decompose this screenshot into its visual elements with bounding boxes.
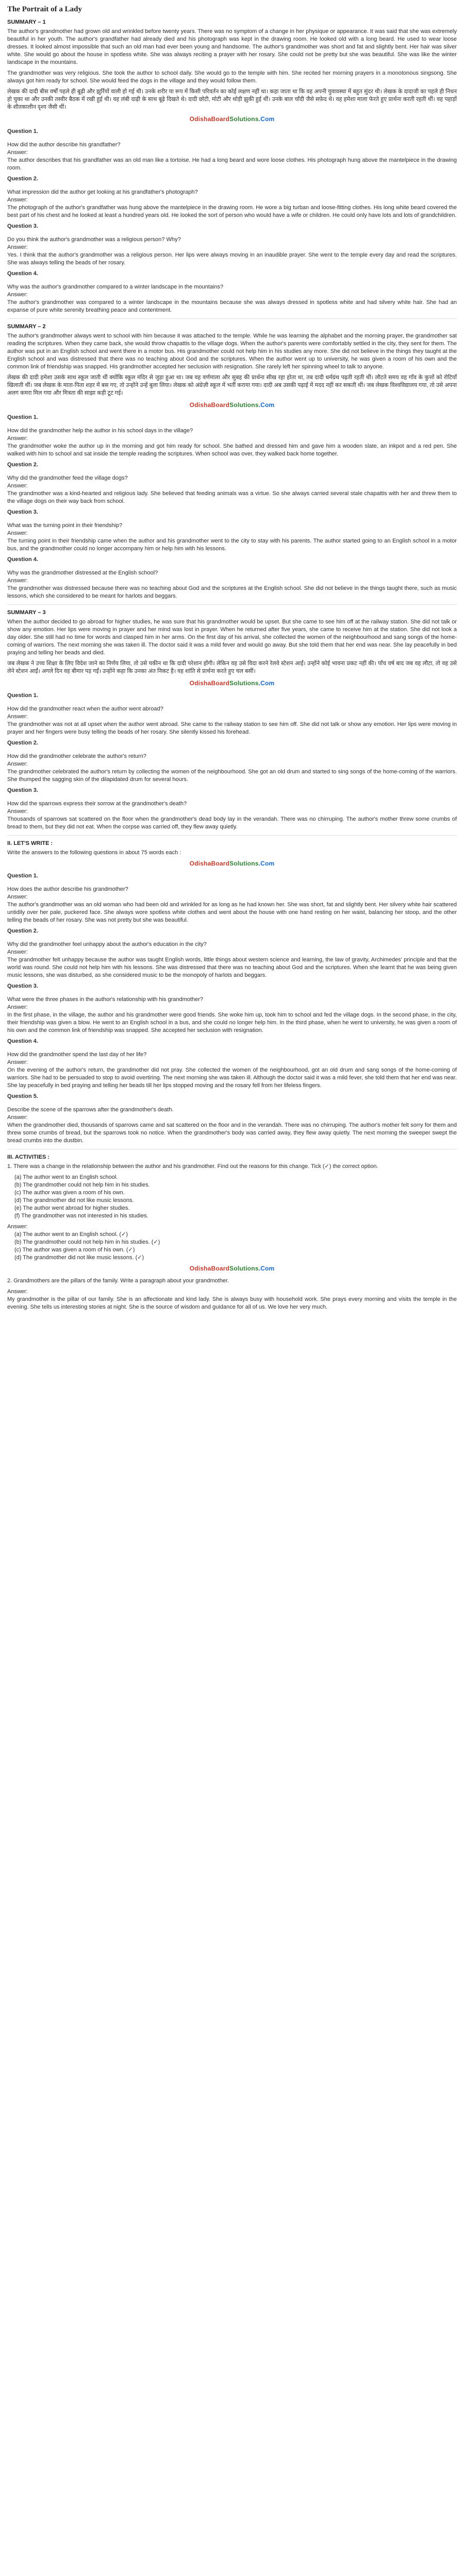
question-text: How did the grandmother celebrate the author's return? — [7, 753, 146, 759]
list-item: (b) The grandmother could not help him in his studies. (✓) — [14, 1239, 160, 1245]
answer-text: The grandmother woke the author up in the morning and got him ready for school. She bathed and dressed him and gave him a wooden slate, an inkpot and a red pen. She walked with him to school and sat inside the temple reading the scriptures. When school was over, they walked back home together. — [7, 443, 457, 457]
qa-item — [7, 175, 457, 219]
answer-label: Answer: — [7, 949, 28, 955]
answer-text: In the first phase, in the village, the author and his grandmother were good friends. She woke him up, took him to school and fed the village dogs. In the second phase, in the city, their friendship was given a blow. He went to an English school in a bus, and she could no longer help him. In the third phase, when he went to university, he was given a room of his own and the common link of friendship was snapped. She accepted her seclusion with resignation. — [7, 1012, 457, 1033]
watermark-part-c: .Com — [258, 115, 275, 123]
answer-label: Answer: — [7, 197, 28, 203]
answer-text: The author's grandmother was an old woman who had been old and wrinkled for as long as he had known her. She was short, fat and slightly bent. Her silvery white hair scattered untidily over her pale, puckered face. She always wore spotless white clothes and went about the house with one hand resting on her waist, balancing her stoop, and the other telling the beads of her rosary. She was not pretty but she was beautiful. — [7, 902, 457, 923]
answer-label: Answer: — [7, 1114, 28, 1121]
qa-item — [7, 872, 457, 924]
answer-label: Answer: — [7, 714, 28, 720]
answer-text: The turning point in their friendship came when the author and his grandmother went to the city to stay with his parents. The author started going to an English school in a motor bus, and the grandmother could no longer accompany him or help him with his lessons. — [7, 538, 457, 552]
answer-text: The grandmother was a kind-hearted and religious lady. She believed that feeding animals was a virtue. So she always carried several stale chapattis with her and threw them to the village dogs on their way back from school. — [7, 490, 457, 504]
watermark-part-b: Solutions — [229, 115, 259, 123]
summary-1-paragraph: The author's grandmother had grown old and wrinkled before twenty years. There was no symptom of a change in her physique or appearance. It was said that she was extremely beautiful in her youth. The author's grandfather had already died and his photograph was kept in the drawing room. He looked old with a long beard. He used to wear loose dresses. It looked almost impossible that such an old man had ever been young and handsome. The author's grandmother was short and fat and slightly bent. Her hair was silver white. She would go about the house in spotless white. She was always reciting a prayer with her rosary. She could not be pretty but she was beautiful. She was like the winter landscape in the mountains. — [7, 28, 457, 65]
summary-2-paragraph: The author's grandmother always went to school with him because it was attached to the temple. While he was learning the alphabet and the morning prayer, the grandmother sat reading the scriptures. When they came back, she would throw chapattis to the village dogs. When the author's parents were comfortably settled in the city, they sent for them. The author was put in an English school and went there in a motor bus. His grandmother could not help him in his studies any more. She did not believe in the things they taught at the English school and was distressed that there was no teaching about God and the scriptures. When the author went up to university, he was given a room of his own and the common link of friendship was snapped. His grandmother accepted her seclusion with resignation. She rarely left her spinning wheel to talk to anyone. — [7, 333, 457, 370]
question-text: How did the grandmother help the author in his school days in the village? — [7, 428, 193, 434]
activity-1-answers — [7, 1231, 457, 1262]
qa-item — [7, 982, 457, 1035]
page-title: The Portrait of a Lady — [7, 5, 82, 13]
question-label: Question 3. — [7, 983, 38, 989]
list-item: (d) The grandmother did not like music lessons. — [14, 1197, 134, 1204]
divider — [7, 835, 457, 836]
qa-block-3 — [7, 692, 457, 831]
watermark — [7, 1265, 457, 1274]
activity-1-options — [7, 1174, 457, 1220]
answer-text: The grandmother was distressed because there was no teaching about God and the scriptures at the English school. She did not believe in the things taught there, such as music lessons, which she considered to be meant for harlots and beggars. — [7, 585, 457, 599]
question-label: Question 2. — [7, 462, 38, 468]
question-text: Why was the grandmother distressed at the English school? — [7, 570, 158, 576]
watermark-part-c: .Com — [258, 860, 275, 867]
divider — [7, 318, 457, 319]
watermark-part-c: .Com — [258, 680, 275, 687]
question-text: What was the turning point in their friendship? — [7, 522, 123, 529]
qa-item — [7, 223, 457, 267]
question-text: Why was the author's grandmother compared to a winter landscape in the mountains? — [7, 284, 224, 290]
qa-item — [7, 1038, 457, 1090]
answer-text: The photograph of the author's grandfather was hung above the mantelpiece in the drawing room. He wore a big turban and loose-fitting clothes. His long white beard covered the best part of his chest and he looked at least a hundred years old. He looked the sort of person who would have a wife or children. He could only have lots and lots of grandchildren. — [7, 205, 457, 218]
watermark-part-c: .Com — [258, 401, 275, 409]
answer-text: Yes. I think that the author's grandmother was a religious person. Her lips were always moving in an inaudible prayer. She went to the temple every day and read the scriptures. She was always telling the beads of her rosary. — [7, 252, 457, 266]
question-label: Question 4. — [7, 1038, 38, 1044]
qa-block-1 — [7, 128, 457, 314]
watermark-part-b: Solutions — [229, 401, 259, 409]
question-label: Question 2. — [7, 176, 38, 182]
question-text: How did the grandmother react when the author went abroad? — [7, 706, 163, 712]
answer-label: Answer: — [7, 149, 28, 156]
watermark — [7, 680, 457, 689]
summary-1-heading: SUMMARY – 1 — [7, 19, 46, 25]
lets-write-instruction: Write the answers to the following questions in about 75 words each : — [7, 850, 181, 856]
list-item: (d) The grandmother did not like music lessons. (✓) — [14, 1255, 144, 1261]
question-label: Question 4. — [7, 270, 38, 277]
watermark-part-a: OdishaBoard — [189, 1265, 230, 1272]
answer-label: Answer: — [7, 808, 28, 815]
answer-text: The grandmother celebrated the author's return by collecting the women of the neighbourhood. She got an old drum and started to sing songs of the home-coming of the warriors. She thumped the sagging skin of the dilapidated drum for several hours. — [7, 769, 457, 783]
question-label: Question 1. — [7, 873, 38, 879]
answer-label: Answer: — [7, 1224, 28, 1230]
question-label: Question 1. — [7, 128, 38, 134]
qa-item — [7, 128, 457, 172]
list-item: (a) The author went to an English school. — [14, 1174, 118, 1180]
watermark — [7, 401, 457, 411]
qa-block-2 — [7, 414, 457, 600]
summary-3-heading: SUMMARY – 3 — [7, 609, 46, 616]
watermark-part-b: Solutions — [229, 680, 259, 687]
divider — [7, 604, 457, 605]
qa-item — [7, 509, 457, 553]
answer-label: Answer: — [7, 483, 28, 489]
list-item: (c) The author was given a room of his own. (✓) — [14, 1247, 135, 1253]
qa-item — [7, 461, 457, 505]
answer-label: Answer: — [7, 761, 28, 767]
answer-label: Answer: — [7, 1004, 28, 1010]
qa-item — [7, 692, 457, 736]
question-text: How did the grandmother spend the last day of her life? — [7, 1052, 147, 1058]
answer-label: Answer: — [7, 244, 28, 250]
question-text: Do you think the author's grandmother was a religious person? Why? — [7, 236, 181, 243]
watermark-part-c: .Com — [258, 1265, 275, 1272]
answer-text: Thousands of sparrows sat scattered on the floor when the grandmother's dead body lay in the verandah. There was no chirruping. The author's mother threw some crumbs of bread to them, but they did not eat. When the corpse was carried off, they flew away quietly. — [7, 816, 457, 830]
question-text: How does the author describe his grandmother? — [7, 886, 128, 892]
question-label: Question 5. — [7, 1093, 38, 1099]
answer-text: The grandmother felt unhappy because the author was taught English words, little things about western science and learning, the law of gravity, Archimedes' principle and that the world was round. She could not help him with his lessons. She was distressed that there was no teaching about God and the scriptures. When she learnt that he was being given music lessons, she was disturbed, as she considered music to be the monopoly of harlots and beggars. — [7, 957, 457, 978]
summary-1-paragraph: The grandmother was very religious. She took the author to school daily. She would go to the temple with him. She recited her morning prayers in a monotonous singsong. She always got him ready for school. She would feed the dogs in the village and they would follow them. — [7, 70, 457, 84]
activity-2-intro: 2. Grandmothers are the pillars of the family. Write a paragraph about your grandmother. — [7, 1278, 229, 1284]
question-text: Describe the scene of the sparrows after the grandmother's death. — [7, 1107, 174, 1113]
watermark-part-a: OdishaBoard — [189, 115, 230, 123]
question-label: Question 2. — [7, 928, 38, 934]
summary-2-hindi: लेखक की दादी हमेशा उसके साथ स्कूल जाती थीं क्योंकि स्कूल मंदिर से जुड़ा हुआ था। जब वह वर्णमाला और सुबह की प्रार्थना सीख रहा होता था, तब दादी धर्मग्रंथ पढ़ती रहती थीं। लौटते समय वह गाँव के कुत्तों को रोटियाँ खिलाती थीं। जब लेखक के माता-पिता शहर में बस गए, तो उन्होंने उन्हें बुला लिया। लेखक को अंग्रेज़ी स्कूल में भर्ती कराया गया। दादी अब उसकी पढ़ाई में मदद नहीं कर सकती थीं। जब लेखक विश्वविद्यालय गया, तो उसे अपना अलग कमरा मिल गया और मित्रता की साझा कड़ी टूट गई। — [7, 375, 457, 396]
qa-item — [7, 1093, 457, 1145]
question-text: What impression did the author get looking at his grandfather's photograph? — [7, 189, 198, 195]
qa-item — [7, 739, 457, 784]
answer-label: Answer: — [7, 292, 28, 298]
answer-label: Answer: — [7, 578, 28, 584]
question-text: Why did the grandmother feel unhappy about the author's education in the city? — [7, 941, 207, 947]
answer-label: Answer: — [7, 530, 28, 536]
question-label: Question 1. — [7, 414, 38, 420]
answer-label: Answer: — [7, 435, 28, 442]
summary-1-hindi: लेखक की दादी बीस वर्षों पहले ही बूढ़ी और झुर्रियों वाली हो गई थी। उनके शरीर या रूप में किसी परिवर्तन का कोई लक्षण नहीं था। कहा जाता था कि वह अपनी युवावस्था में बहुत सुंदर थी। लेखक के दादाजी का पहले ही निधन हो चुका था और उनकी तस्वीर बैठक में रखी हुई थी। वह लंबी दाढ़ी के साथ बूढ़े दिखते थे। दादी छोटी, मोटी और थोड़ी झुकी हुई थीं। उनके बाल चाँदी जैसे सफ़ेद थे। वह हमेशा माला फेरते हुए प्रार्थना करती रहती थीं। वह पहाड़ों के शीतकालीन दृश्य जैसी थीं। — [7, 89, 457, 110]
watermark-part-b: Solutions — [229, 1265, 259, 1272]
question-label: Question 3. — [7, 509, 38, 515]
qa-item — [7, 556, 457, 600]
list-item: (f) The grandmother was not interested in his studies. — [14, 1213, 148, 1219]
question-label: Question 4. — [7, 556, 38, 563]
activity-1-intro: 1. There was a change in the relationship between the author and his grandmother. Find out the reasons for this change. Tick (✓) the correct option. — [7, 1163, 378, 1170]
qa-item — [7, 927, 457, 979]
summary-3-hindi: जब लेखक ने उच्च शिक्षा के लिए विदेश जाने का निर्णय लिया, तो उसे यकीन था कि दादी परेशान होंगी। लेकिन वह उसे विदा करने रेलवे स्टेशन आईं। उन्होंने कोई भावना प्रकट नहीं की। पाँच वर्ष बाद जब वह लौटा, तो वह उसे लेने स्टेशन आईं। अगले दिन वह बीमार पड़ गईं। उन्होंने कहा कि उनका अंत निकट है। वह शांति से प्रार्थना करते हुए चल बसीं। — [7, 660, 457, 674]
watermark-part-a: OdishaBoard — [189, 401, 230, 409]
watermark — [7, 115, 457, 125]
answer-text: The author describes that his grandfather was an old man like a tortoise. He had a long beard and wore loose clothes. His photograph hung above the mantelpiece in the drawing room. — [7, 157, 457, 171]
watermark-part-b: Solutions — [229, 860, 259, 867]
qa-item — [7, 787, 457, 831]
summary-3-paragraph: When the author decided to go abroad for higher studies, he was sure that his grandmother would be upset. But she came to see him off at the railway station. She did not talk or show any emotion. Her lips were moving in prayer and her mind was lost in prayer. When he returned after five years, she came to receive him at the station. She did not look a day older. She still had no time for words and clasped him in her arms. On the first day of his arrival, she collected the women of the neighbourhood and sang songs of the home-coming of warriors. The next morning she was taken ill. The doctor said it was a mild fever and would go away. But she told them that her end was near. She lay peacefully in bed praying and telling her beads and died. — [7, 619, 457, 656]
answer-label: Answer: — [7, 894, 28, 900]
answer-label: Answer: — [7, 1289, 28, 1295]
watermark-part-a: OdishaBoard — [189, 860, 230, 867]
question-label: Question 2. — [7, 740, 38, 746]
question-label: Question 3. — [7, 223, 38, 229]
answer-text: The grandmother was not at all upset when the author went abroad. She came to the railway station to see him off. She did not talk or show any emotion. Her lips were moving in prayer and her fingers were busy telling the beads of her rosary. She silently kissed his forehead. — [7, 721, 457, 735]
answer-label: Answer: — [7, 1059, 28, 1065]
question-text: How did the sparrows express their sorrow at the grandmother's death? — [7, 801, 187, 807]
question-text: What were the three phases in the author's relationship with his grandmother? — [7, 996, 203, 1003]
qa-item — [7, 270, 457, 314]
watermark — [7, 860, 457, 869]
watermark-part-a: OdishaBoard — [189, 680, 230, 687]
activities-heading: III. ACTIVITIES : — [7, 1154, 50, 1160]
list-item: (e) The author went abroad for higher studies. — [14, 1205, 130, 1211]
qa-item — [7, 414, 457, 458]
question-text: How did the author describe his grandfather? — [7, 142, 121, 148]
summary-2-heading: SUMMARY – 2 — [7, 324, 46, 330]
question-label: Question 3. — [7, 787, 38, 793]
list-item: (c) The author was given a room of his own. — [14, 1190, 125, 1196]
list-item: (b) The grandmother could not help him in his studies. — [14, 1182, 150, 1188]
question-label: Question 1. — [7, 692, 38, 699]
question-text: Why did the grandmother feed the village dogs? — [7, 475, 128, 481]
lets-write-heading: II. LET'S WRITE : — [7, 840, 53, 846]
list-item: (a) The author went to an English school. (✓) — [14, 1231, 128, 1238]
answer-text: When the grandmother died, thousands of sparrows came and sat scattered on the floor and in the verandah. There was no chirruping. The author's mother felt sorry for them and threw some crumbs of bread, but the sparrows took no notice. When the grandmother's body was carried away, they flew away quietly. The next morning the sweeper swept the bread crumbs into the dustbin. — [7, 1122, 457, 1144]
long-qa-block — [7, 872, 457, 1145]
answer-text: The author's grandmother was compared to a winter landscape in the mountains because she was always dressed in spotless white and had silvery white hair. She had an expanse of pure white serenity breathing peace and contentment. — [7, 299, 457, 313]
activity-2-answer: My grandmother is the pillar of our family. She is an affectionate and kind lady. She is always busy with household work. She prays every morning and visits the temple in the evening. She tells us interesting stories at night. She is the source of wisdom and guidance for all of us. We love her very much. — [7, 1296, 457, 1310]
answer-text: On the evening of the author's return, the grandmother did not pray. She collected the women of the neighbourhood, got an old drum and sang songs of the home-coming of warriors. She had to be persuaded to stop to avoid overtiring. The next morning she was taken ill. Although the doctor said it was a mild fever, she told them that her end was near. She lay peacefully in bed praying and telling her beads till her lips stopped moving and the rosary fell from her lifeless fingers. — [7, 1067, 457, 1089]
